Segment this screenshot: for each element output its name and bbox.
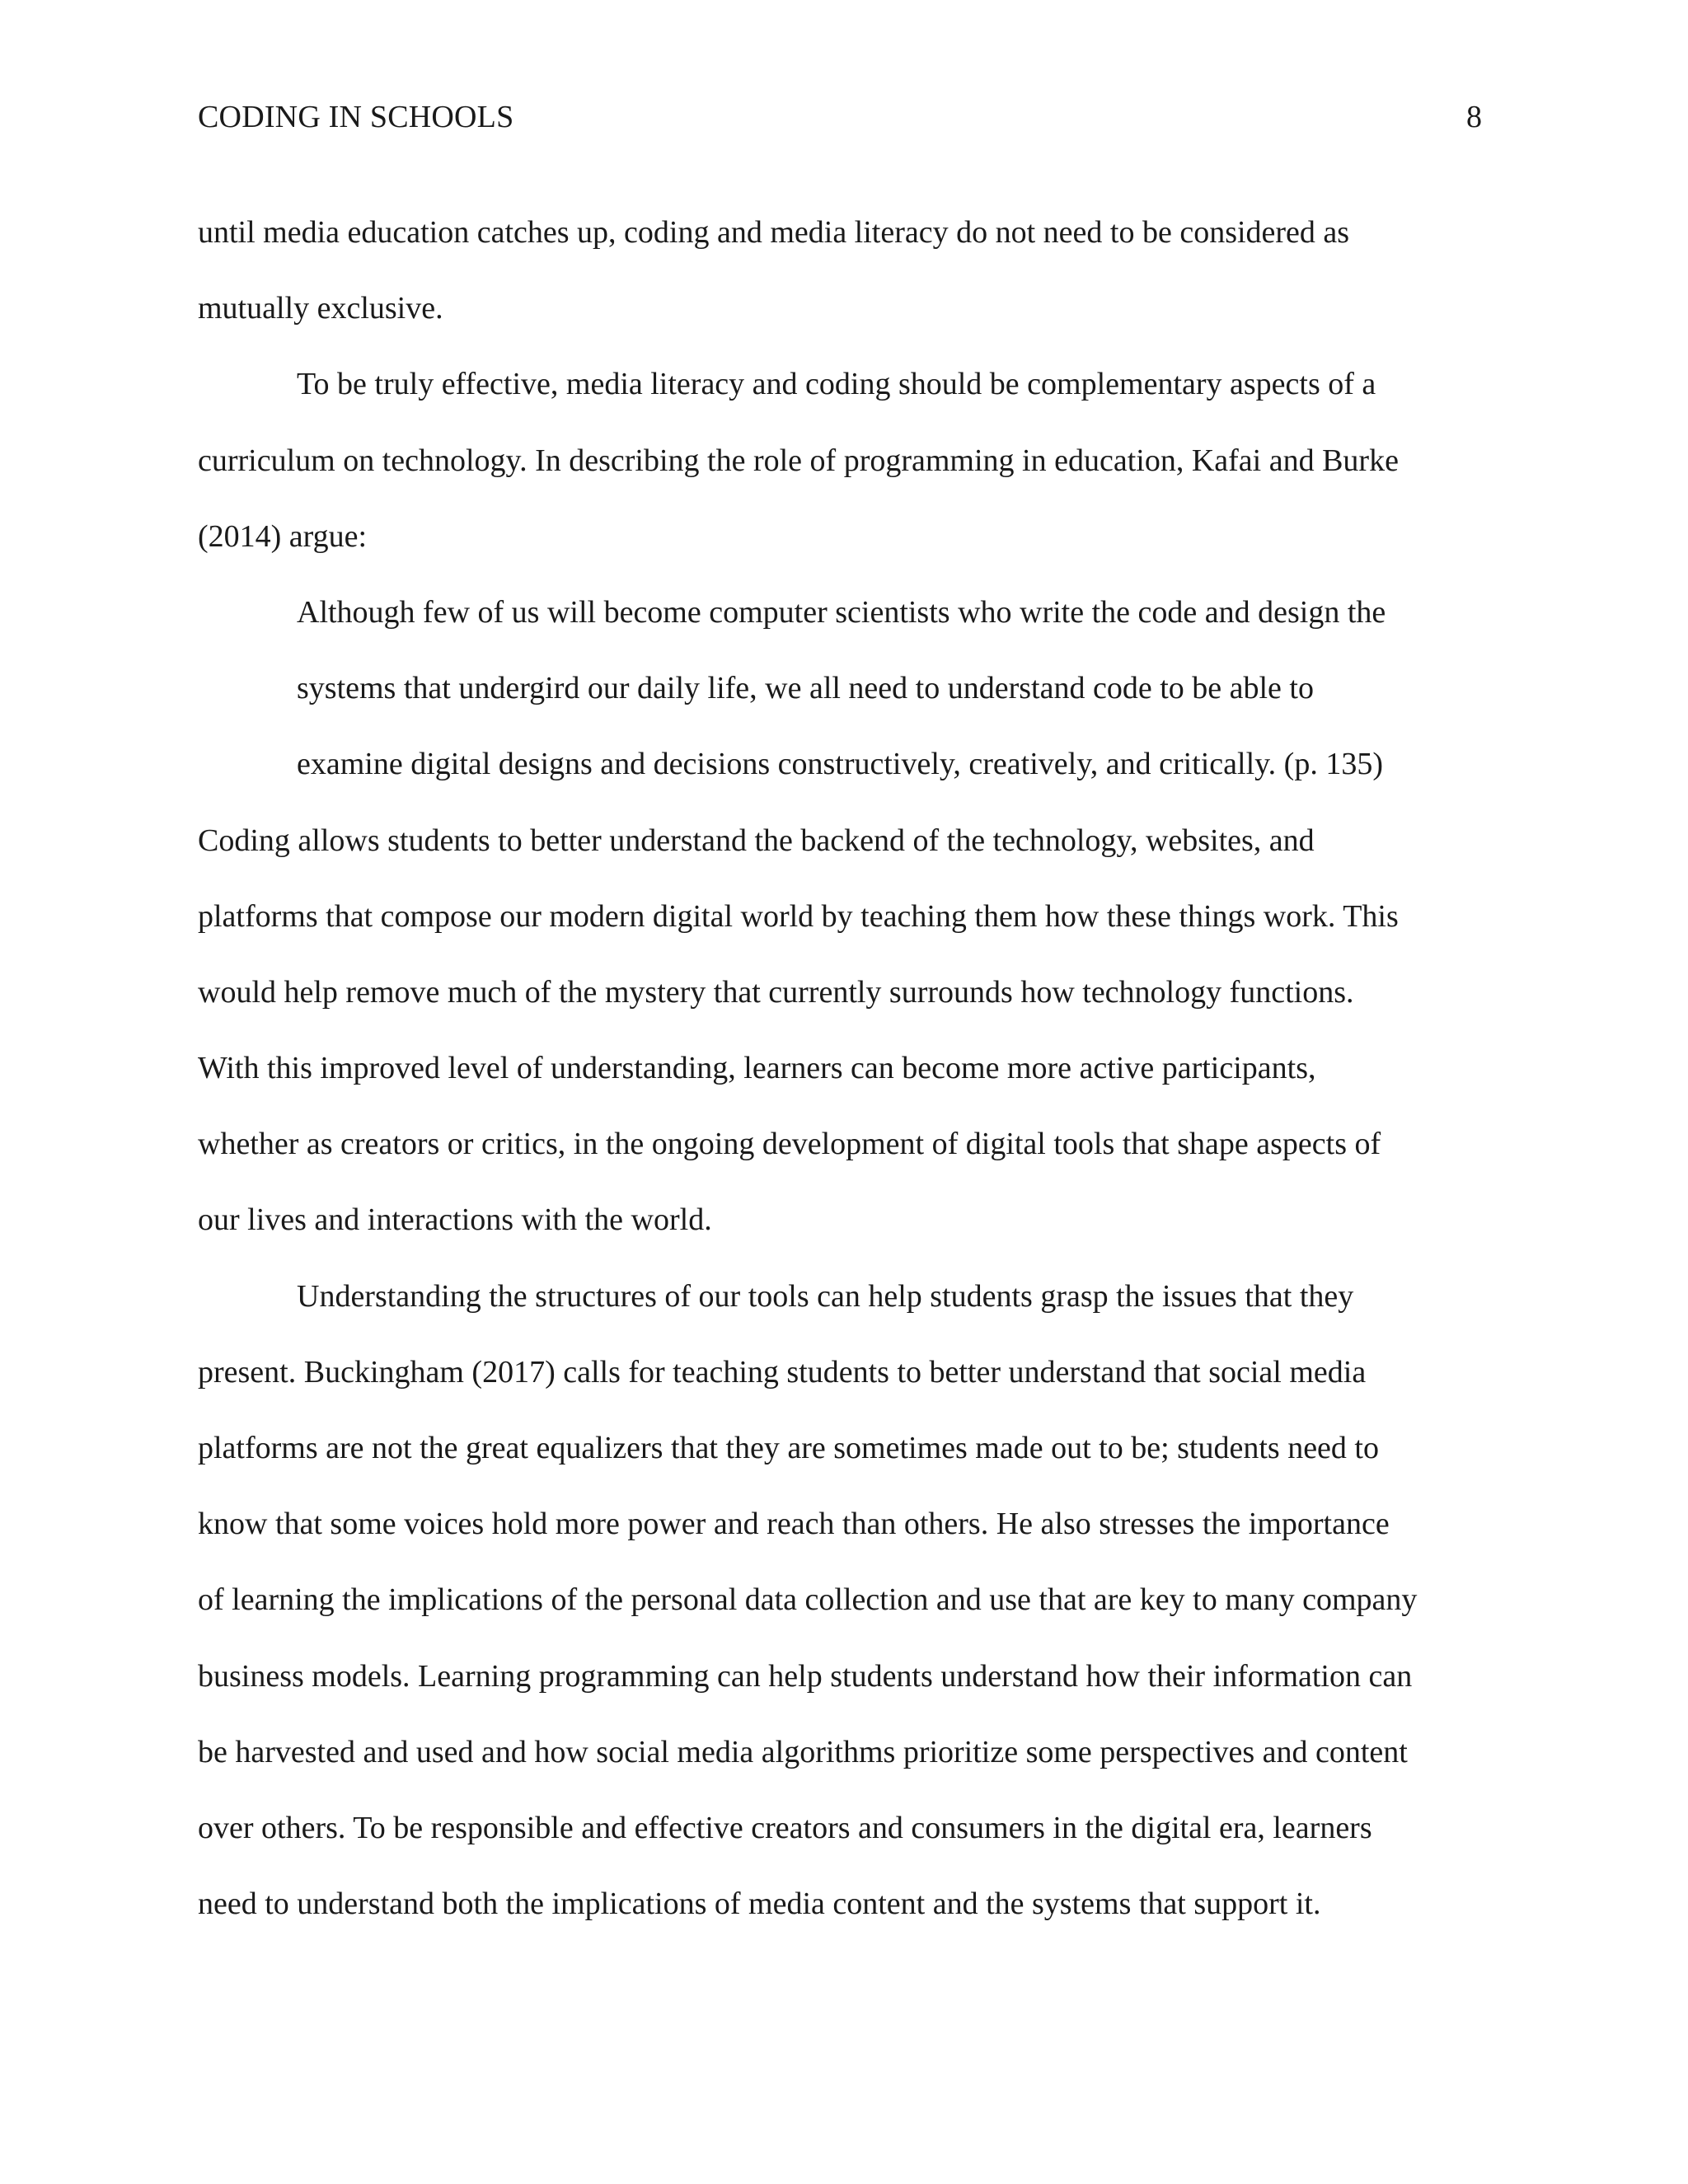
block-quote-line: Although few of us will become computer scientists who write the code and design the xyxy=(297,594,1386,630)
text-line: Coding allows students to better understand the backend of the technology, websites, and xyxy=(198,823,1315,858)
page-number: 8 xyxy=(1466,100,1482,134)
text-line: need to understand both the implications of media content and the systems that support it. xyxy=(198,1886,1321,1922)
paragraph-first-line: Understanding the structures of our tools can help students grasp the issues that they xyxy=(297,1278,1354,1314)
block-quote-line: systems that undergird our daily life, we all need to understand code to be able to xyxy=(297,671,1314,706)
text-line: until media education catches up, coding and media literacy do not need to be considered as xyxy=(198,215,1350,250)
text-line: platforms are not the great equalizers that they are sometimes made out to be; students need to xyxy=(198,1431,1379,1465)
text-line: over others. To be responsible and effective creators and consumers in the digital era, learners xyxy=(198,1810,1372,1845)
text-line: whether as creators or critics, in the ongoing development of digital tools that shape aspects of xyxy=(198,1127,1381,1162)
text-line: With this improved level of understanding, learners can become more active participants, xyxy=(198,1051,1316,1086)
text-line: platforms that compose our modern digital world by teaching them how these things work. This xyxy=(198,898,1399,934)
text-line: our lives and interactions with the world. xyxy=(198,1202,712,1238)
block-quote-line: examine digital designs and decisions constructively, creatively, and critically. (p. 135) xyxy=(297,747,1383,782)
text-line: would help remove much of the mystery that currently surrounds how technology functions. xyxy=(198,974,1354,1010)
text-line: know that some voices hold more power and reach than others. He also stresses the importance xyxy=(198,1507,1390,1542)
text-line: be harvested and used and how social media algorithms prioritize some perspectives and content xyxy=(198,1734,1408,1769)
text-line: present. Buckingham (2017) calls for teaching students to better understand that social media xyxy=(198,1354,1367,1390)
text-line: mutually exclusive. xyxy=(198,291,443,326)
text-line: of learning the implications of the personal data collection and use that are key to many company xyxy=(198,1582,1418,1618)
paragraph-first-line: To be truly effective, media literacy and coding should be complementary aspects of a xyxy=(297,367,1376,402)
text-line: curriculum on technology. In describing the role of programming in education, Kafai and Burke xyxy=(198,443,1399,478)
text-line: business models. Learning programming can help students understand how their information can xyxy=(198,1658,1413,1694)
running-head: CODING IN SCHOOLS xyxy=(198,100,514,134)
text-line: (2014) argue: xyxy=(198,518,368,554)
body-text xyxy=(198,194,1490,1942)
